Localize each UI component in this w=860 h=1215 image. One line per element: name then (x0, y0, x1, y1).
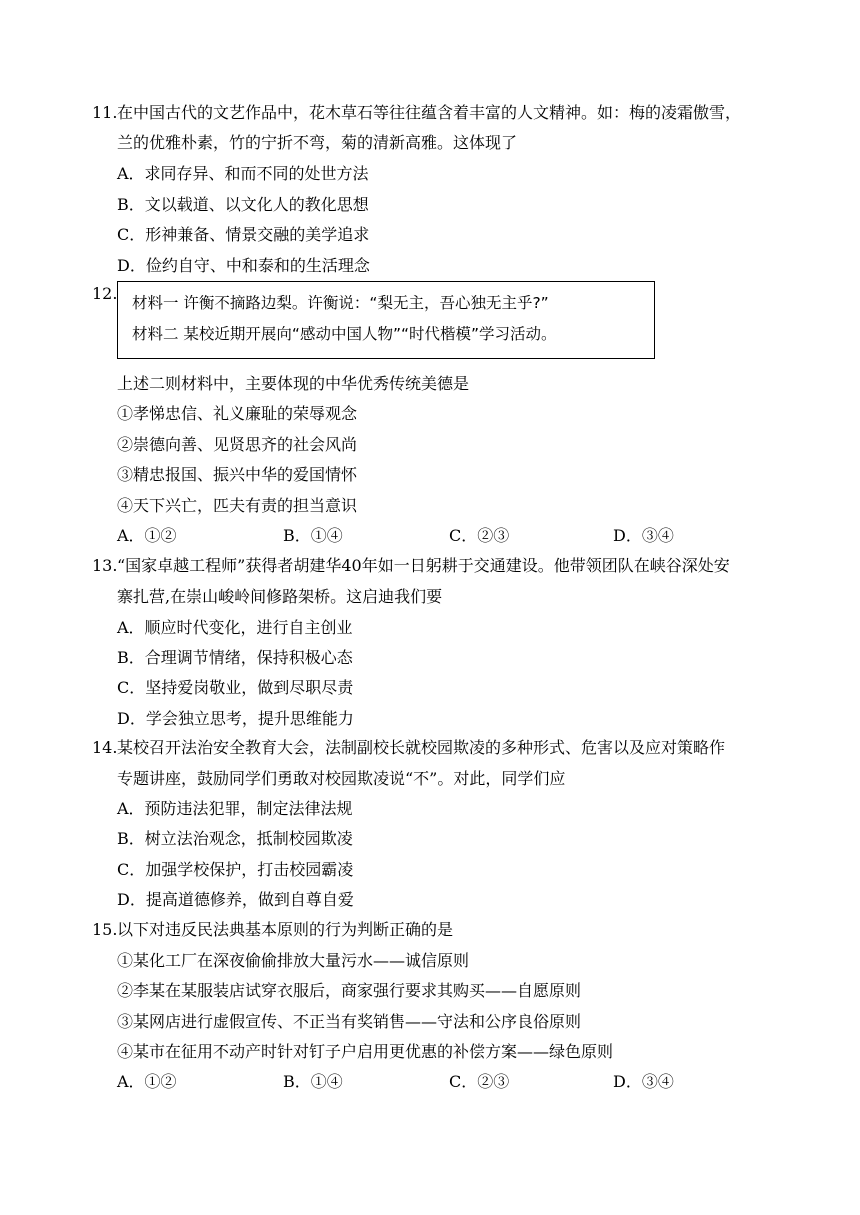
question-number: 12. (92, 284, 118, 303)
option-d: D．俭约自守、中和泰和的生活理念 (117, 256, 370, 275)
statement-3: ③精忠报国、振兴中华的爱国情怀 (117, 465, 358, 484)
option-c: C．②③ (449, 1072, 510, 1091)
option-a: A．①② (117, 526, 177, 545)
question-number: 14. (92, 738, 118, 757)
option-b: B．①④ (283, 1072, 343, 1091)
question-stem-line: 某校召开法治安全教育大会，法制副校长就校园欺凌的多种形式、危害以及应对策略作 (117, 738, 726, 757)
option-d: D．学会独立思考，提升思维能力 (117, 709, 354, 728)
question-stem-line: 上述二则材料中，主要体现的中华优秀传统美德是 (117, 374, 470, 393)
question-stem-line: 兰的优雅朴素，竹的宁折不弯，菊的清新高雅。这体现了 (117, 133, 518, 152)
question-stem-line: 在中国古代的文艺作品中，花木草石等往往蕴含着丰富的人文精神。如：梅的凌霜傲雪， (117, 103, 742, 122)
question-stem-line: 寨扎营,在崇山峻岭间修路架桥。这启迪我们要 (117, 587, 443, 606)
question-stem-line: 专题讲座，鼓励同学们勇敢对校园欺凌说“不”。对此，同学们应 (117, 769, 566, 788)
statement-3: ③某网店进行虚假宣传、不正当有奖销售——守法和公序良俗原则 (117, 1012, 582, 1031)
option-c: C．加强学校保护，打击校园霸凌 (117, 860, 354, 879)
option-c: C．形神兼备、情景交融的美学追求 (117, 225, 370, 244)
option-a: A．①② (117, 1072, 177, 1091)
question-number: 11. (92, 103, 118, 122)
statement-2: ②崇德向善、见贤思齐的社会风尚 (117, 435, 358, 454)
question-stem-line: 以下对违反民法典基本原则的行为判断正确的是 (117, 920, 454, 939)
option-d: D．③④ (613, 1072, 674, 1091)
question-number: 15. (92, 920, 118, 939)
option-b: B．文以载道、以文化人的教化思想 (117, 195, 369, 214)
statement-4: ④天下兴亡，匹夫有责的担当意识 (117, 496, 358, 515)
material-box (117, 281, 655, 359)
statement-4: ④某市在征用不动产时针对钉子户启用更优惠的补偿方案——绿色原则 (117, 1042, 614, 1061)
option-c: C．②③ (449, 526, 510, 545)
statement-1: ①某化工厂在深夜偷偷排放大量污水——诚信原则 (117, 951, 470, 970)
option-d: D．③④ (613, 526, 674, 545)
option-b: B．合理调节情绪，保持积极心态 (117, 648, 353, 667)
question-number: 13. (92, 556, 118, 575)
material-one: 材料一 许衡不摘路边梨。许衡说：“梨无主，吾心独无主乎?” (132, 294, 549, 312)
option-a: A．预防违法犯罪，制定法律法规 (117, 799, 353, 818)
option-a: A．求同存异、和而不同的处世方法 (117, 164, 369, 183)
statement-2: ②李某在某服装店试穿衣服后，商家强行要求其购买——自愿原则 (117, 981, 582, 1000)
statement-1: ①孝悌忠信、礼义廉耻的荣辱观念 (117, 404, 358, 423)
option-d: D．提高道德修养，做到自尊自爱 (117, 890, 354, 909)
question-stem-line: “国家卓越工程师”获得者胡建华40年如一日躬耕于交通建设。他带领团队在峡谷深处安 (117, 556, 730, 575)
option-b: B．树立法治观念，抵制校园欺凌 (117, 829, 353, 848)
option-b: B．①④ (283, 526, 343, 545)
option-a: A．顺应时代变化，进行自主创业 (117, 618, 353, 637)
option-c: C．坚持爱岗敬业，做到尽职尽责 (117, 678, 354, 697)
material-two: 材料二 某校近期开展向“感动中国人物”“时代楷模”学习活动。 (132, 325, 557, 343)
